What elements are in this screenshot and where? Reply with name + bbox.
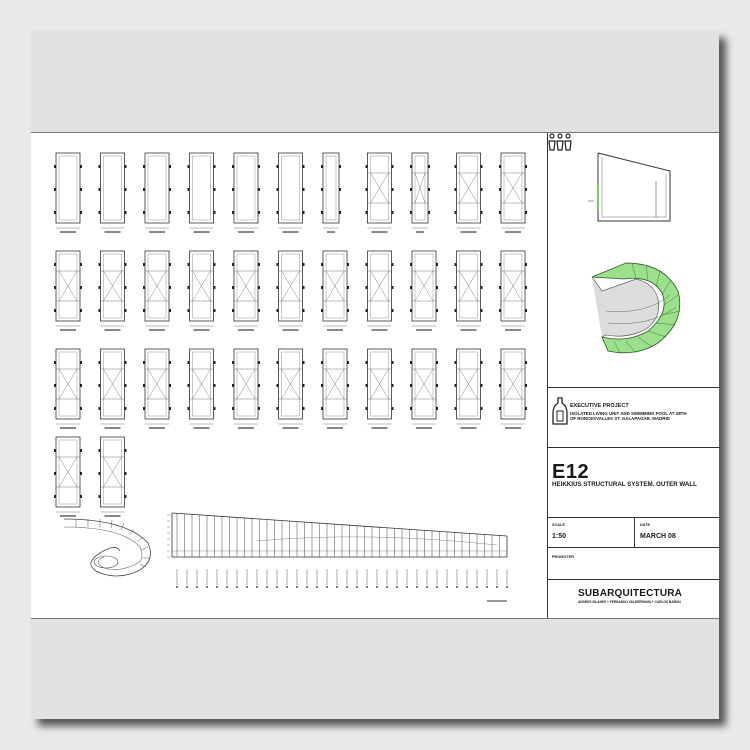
project-heading: EXECUTIVE PROJECT [570,403,629,409]
panel-elevation [455,349,483,429]
panel-elevation [499,251,527,331]
promoter-label: PROMOTER [552,555,574,559]
drawing-area [31,132,719,619]
panel-elevation [143,251,171,331]
panel-elevation [277,349,305,429]
panel-elevation [188,349,216,429]
studio-name: SUBARQUITECTURA [578,588,683,599]
studio-credits: ANDRES SILANES + FERNANDO VALDERRAMA + CARLOS BAÑON [578,600,681,604]
axonometric-view [566,251,706,371]
panel-elevation [366,153,394,233]
panel-elevation [54,349,82,429]
panel-elevation [188,153,216,233]
panel-elevation [277,251,305,331]
panel-elevation [232,349,260,429]
panel-elevation [321,153,341,233]
panel-elevation [499,349,527,429]
panel-elevation [499,153,527,233]
panel-elevation [54,251,82,331]
rule [548,579,720,580]
panel-elevation [410,153,430,233]
panel-elevation [99,437,127,517]
rule [548,447,720,448]
panel-elevation [366,349,394,429]
panel-elevation [277,153,305,233]
scale-label: SCALE [552,523,565,527]
project-logo-icon [552,397,568,425]
panel-elevation [54,153,82,233]
panel-elevation [455,153,483,233]
panel-elevation [143,349,171,429]
panel-elevation [366,251,394,331]
panel-elevation [232,153,260,233]
section-view [578,141,698,231]
date-value: MARCH 08 [640,533,676,540]
panel-elevation [54,437,82,517]
project-description: ISOLATED LIVING UNIT AND SWIMMING POOL AT 28TH OF RONCESVALLES ST. GALAPAGAR. MADRID [570,411,687,421]
panel-elevation [321,349,349,429]
rule [634,517,635,547]
panel-elevation [188,251,216,331]
panel-elevation [455,251,483,331]
panel-elevation [321,251,349,331]
drawing-title: HEIKKIUS STRUCTURAL SYSTEM. OUTER WALL [552,481,697,488]
curved-wall-plan [56,513,176,593]
panel-elevation [143,153,171,233]
panel-elevation [99,251,127,331]
panel-elevation [99,153,127,233]
rule [548,547,720,548]
drawing-code: E12 [552,461,590,483]
date-label: DATE [640,523,651,527]
title-block [547,133,720,618]
developed-elevation [167,501,517,611]
scale-value: 1:50 [552,533,567,540]
rule [548,387,720,388]
panel-elevation [410,349,438,429]
studio-logo-icon [548,133,572,151]
panel-elevation [99,349,127,429]
drawing-sheet [31,31,719,719]
panel-elevation [232,251,260,331]
panel-elevation [410,251,438,331]
